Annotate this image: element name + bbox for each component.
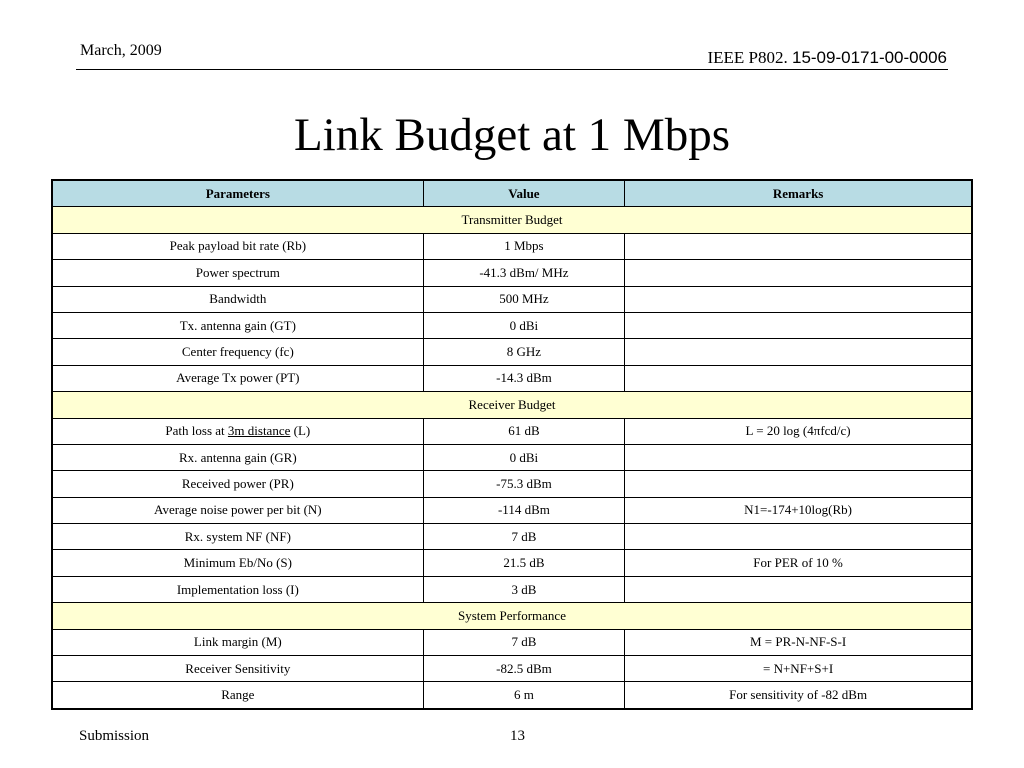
page-number: 13 [510,728,525,744]
header-remarks: Remarks [625,180,972,207]
table-row [52,286,972,312]
value-cell: 0 dBi [423,312,625,338]
table-row [52,444,972,470]
table-row [52,576,972,602]
value-cell: 7 dB [423,629,625,655]
value-cell: 500 MHz [423,286,625,312]
param-cell: Implementation loss (I) [52,576,423,602]
param-cell: Center frequency (fc) [52,339,423,365]
table-row [52,497,972,523]
value-cell: 8 GHz [423,339,625,365]
value-cell: 3 dB [423,576,625,602]
section-label: Receiver Budget [52,392,972,418]
value-cell: 61 dB [423,418,625,444]
link-budget-table [51,179,973,710]
table-row [52,682,972,709]
header-value: Value [423,180,625,207]
table-row [52,550,972,576]
slide-title: Link Budget at 1 Mbps [293,109,731,161]
table-header-row [52,180,972,207]
remark-cell: For sensitivity of -82 dBm [625,682,972,709]
doc-number: 15-09-0171-00-0006 [791,48,947,67]
table-row [52,471,972,497]
value-cell: 7 dB [423,524,625,550]
remark-cell [625,365,972,391]
value-cell: -41.3 dBm/ MHz [423,260,625,286]
remark-cell [625,524,972,550]
table-row [52,365,972,391]
param-cell: Minimum Eb/No (S) [52,550,423,576]
table-row [52,629,972,655]
value-cell: -75.3 dBm [423,471,625,497]
remark-cell [625,233,972,259]
table-row [52,312,972,338]
param-cell: Range [52,682,423,709]
header-rule [76,69,948,70]
document-id [707,48,947,68]
section-row-transmitter [52,207,972,233]
param-cell: Average noise power per bit (N) [52,497,423,523]
remark-cell [625,286,972,312]
remark-cell [625,444,972,470]
table-row [52,260,972,286]
remark-cell [625,312,972,338]
doc-prefix: IEEE P802. [707,48,788,67]
value-cell: 21.5 dB [423,550,625,576]
section-label: Transmitter Budget [52,207,972,233]
table-row [52,418,972,444]
section-row-system [52,603,972,629]
param-text: Path loss at [165,423,228,439]
remark-cell [625,576,972,602]
header-date: March, 2009 [80,42,162,59]
param-text: (L) [290,423,311,439]
param-cell: Bandwidth [52,286,423,312]
remark-cell [625,260,972,286]
remark-cell [625,471,972,497]
table-row [52,524,972,550]
header-parameters: Parameters [52,180,423,207]
remark-cell: N1=-174+10log(Rb) [625,497,972,523]
param-cell: Power spectrum [52,260,423,286]
remark-cell: M = PR-N-NF-S-I [625,629,972,655]
param-cell: Rx. system NF (NF) [52,524,423,550]
param-cell: Tx. antenna gain (GT) [52,312,423,338]
value-cell: -82.5 dBm [423,656,625,682]
underlined-distance: 3m distance [227,423,291,439]
param-cell: Rx. antenna gain (GR) [52,444,423,470]
remark-cell: L = 20 log (4πfcd/c) [625,418,972,444]
value-cell: -114 dBm [423,497,625,523]
table-row [52,233,972,259]
value-cell: 1 Mbps [423,233,625,259]
section-label: System Performance [52,603,972,629]
footer-submission: Submission [79,728,150,744]
table-row [52,656,972,682]
remark-cell [625,339,972,365]
value-cell: -14.3 dBm [423,365,625,391]
param-cell: Received power (PR) [52,471,423,497]
value-cell: 0 dBi [423,444,625,470]
param-cell: Link margin (M) [52,629,423,655]
section-row-receiver [52,392,972,418]
table-row [52,339,972,365]
param-cell: Peak payload bit rate (Rb) [52,233,423,259]
remark-cell: For PER of 10 % [625,550,972,576]
param-cell [52,418,423,444]
value-cell: 6 m [423,682,625,709]
remark-cell: = N+NF+S+I [625,656,972,682]
param-cell: Receiver Sensitivity [52,656,423,682]
param-cell: Average Tx power (PT) [52,365,423,391]
